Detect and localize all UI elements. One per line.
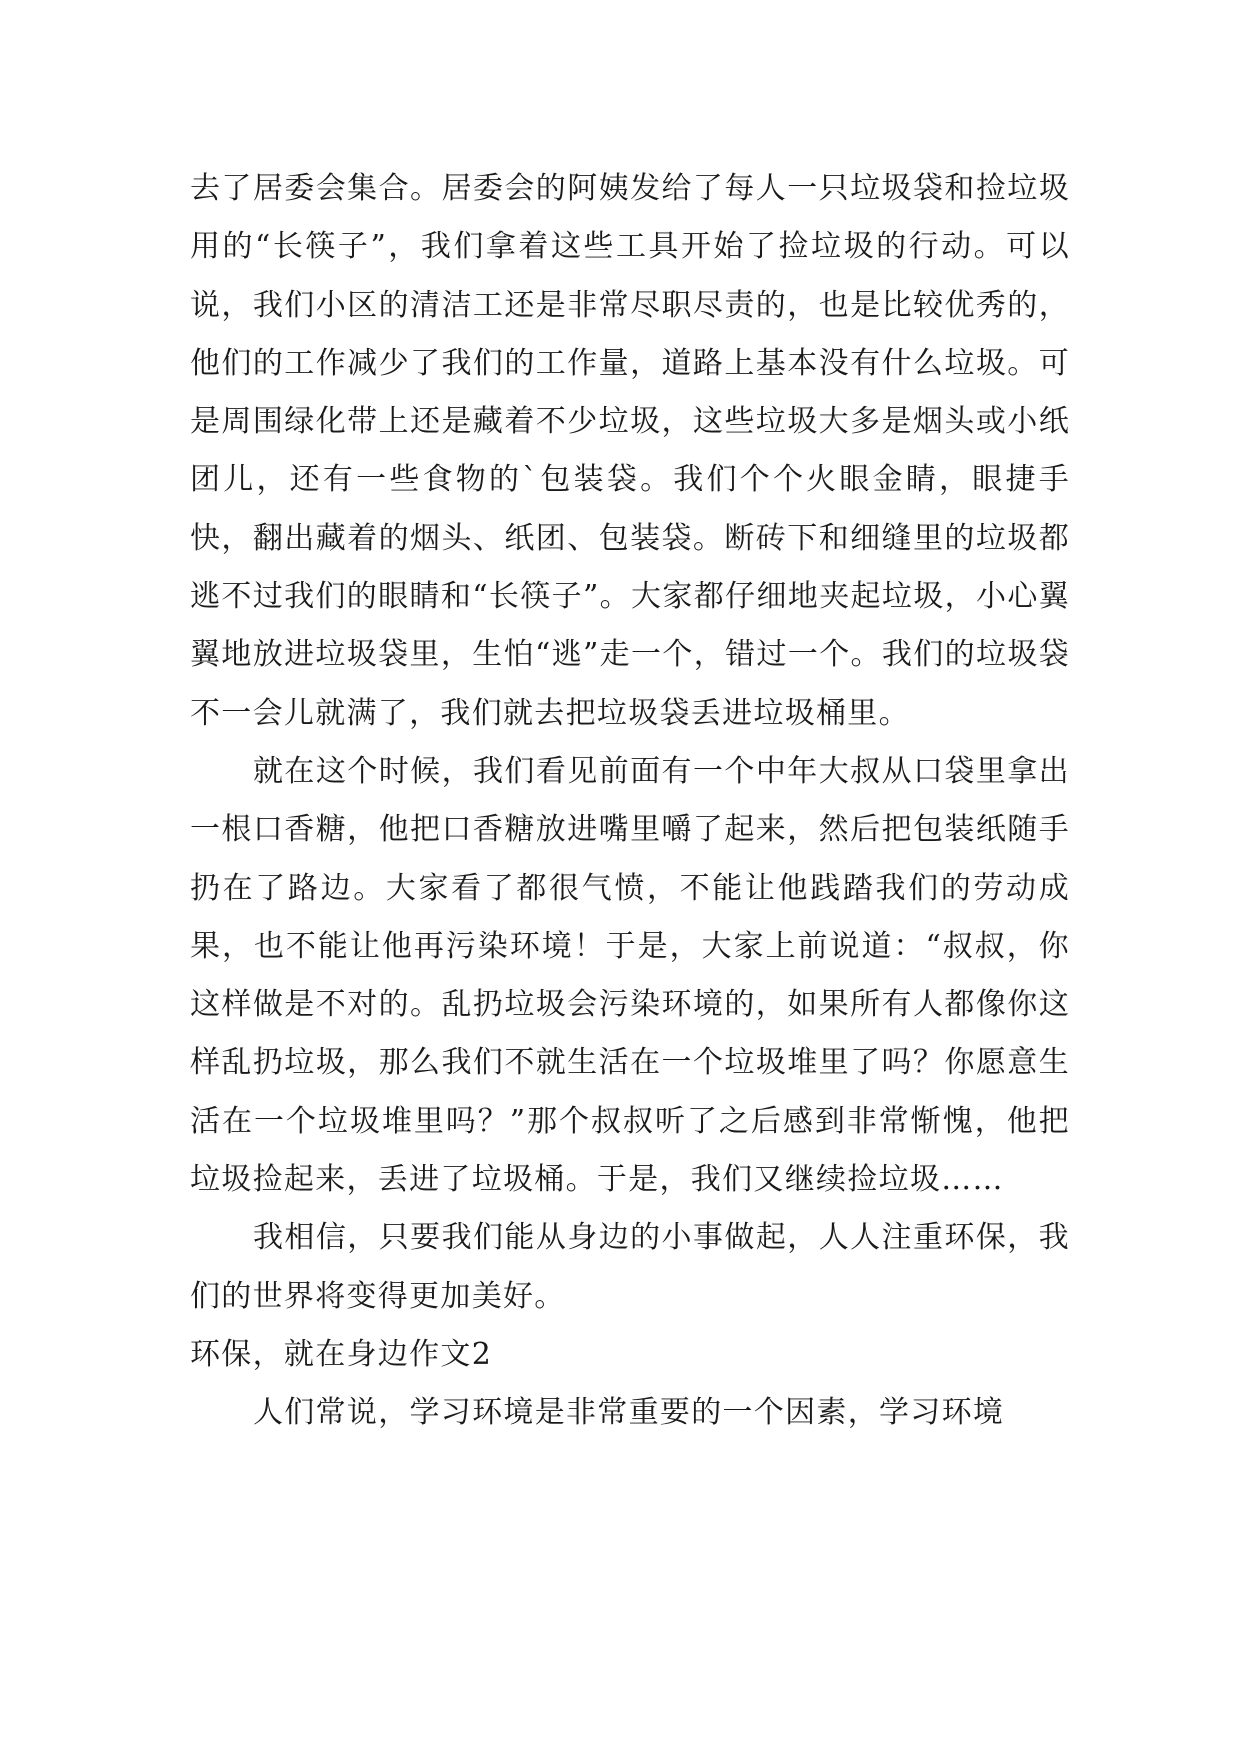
paragraph-3: 我相信，只要我们能从身边的小事做起，人人注重环保，我们的世界将变得更加美好。 (190, 1220, 1070, 1314)
section-heading: 环保，就在身边作文2 (190, 1336, 493, 1372)
paragraph-2: 就在这个时候，我们看见前面有一个中年大叔从口袋里拿出一根口香糖，他把口香糖放进嘴里嚼了起来，然后把包装纸随手扔在了路边。大家看了都很气愤，不能让他践踏我们的劳动成果，也不能让他再污染环境！于是，大家上前说道：“叔叔，你这样做是不对的。乱扔垃圾会污染环境的，如果所有人都像你这样乱扔垃圾，那么我们不就生活在一个垃圾堆里了吗？你愿意生活在一个垃圾堆里吗？”那个叔叔听了之后感到非常惭愧，他把垃圾捡起来，丢进了垃圾桶。于是，我们又继续捡垃圾…… (190, 753, 1070, 1198)
paragraph-4: 人们常说，学习环境是非常重要的一个因素，学习环境 (253, 1395, 1005, 1431)
paragraph-1: 去了居委会集合。居委会的阿姨发给了每人一只垃圾袋和捡垃圾用的“长筷子”，我们拿着这些工具开始了捡垃圾的行动。可以说，我们小区的清洁工还是非常尽职尽责的，也是比较优秀的，他们的工作减少了我们的工作量，道路上基本没有什么垃圾。可是周围绿化带上还是藏着不少垃圾，这些垃圾大多是烟头或小纸团儿，还有一些食物的`包装袋。我们个个火眼金睛，眼捷手快，翻出藏着的烟头、纸团、包装袋。断砖下和细缝里的垃圾都逃不过我们的眼睛和“长筷子”。大家都仔细地夹起垃圾，小心翼翼地放进垃圾袋里，生怕“逃”走一个，错过一个。我们的垃圾袋不一会儿就满了，我们就去把垃圾袋丢进垃圾桶里。 (190, 171, 1070, 731)
document-body (190, 160, 1070, 1443)
